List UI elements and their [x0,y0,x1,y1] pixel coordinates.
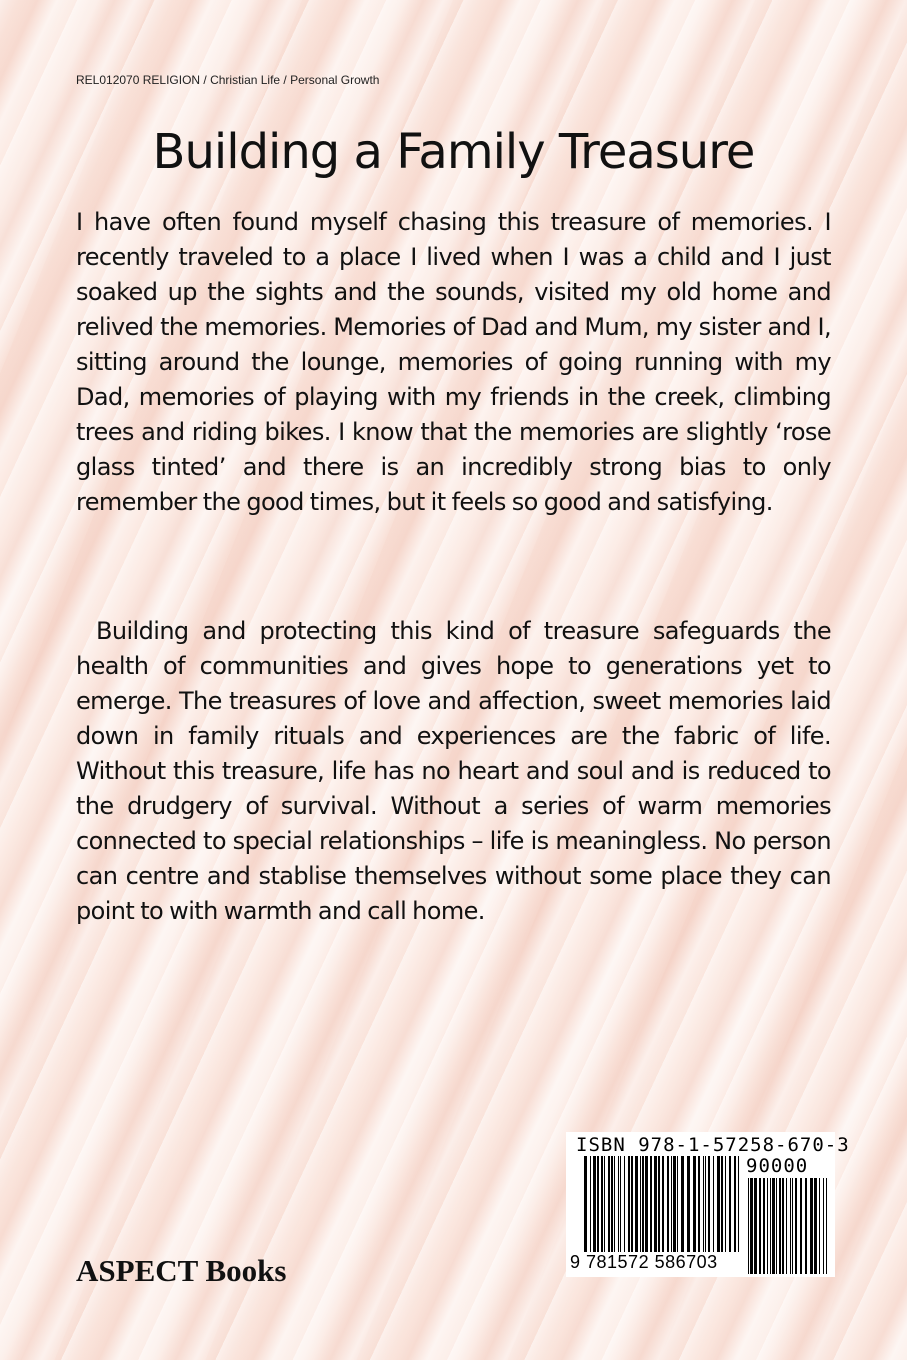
barcode-stripe [673,1156,676,1252]
barcode-stripe [810,1178,813,1274]
barcode-stripe [750,1178,753,1274]
isbn-label: ISBN 978-1-57258-670-3 [576,1134,850,1156]
barcode-stripe [608,1156,610,1252]
barcode-stripe [601,1156,603,1252]
barcode-stripe [819,1178,820,1274]
barcode-stripe [779,1178,781,1274]
barcode-bars [584,1156,740,1252]
barcode-stripe [786,1178,787,1274]
addon-barcode-bars [748,1178,828,1274]
barcode-stripe [642,1156,644,1252]
barcode-stripe [590,1156,591,1252]
publisher-logo: ASPECT Books [76,1253,287,1288]
barcode-stripe [790,1178,791,1274]
barcode-stripe [705,1156,706,1252]
barcode-stripe [640,1156,641,1252]
barcode-stripe [614,1156,615,1252]
barcode-stripe [662,1156,664,1252]
barcode-stripe [650,1156,652,1252]
barcode-stripe [681,1156,684,1252]
barcode-stripe [703,1156,704,1252]
barcode-stripe [805,1178,807,1274]
barcode-stripe [604,1156,605,1252]
barcode-stripe [763,1178,765,1274]
barcode-stripe [597,1156,599,1252]
barcode-stripe [620,1156,621,1252]
barcode-stripe [618,1156,619,1252]
barcode-stripe [677,1156,678,1252]
barcode-stripe [713,1156,714,1252]
barcode-stripe [698,1156,700,1252]
barcode-stripe [795,1178,797,1274]
barcode-stripe [767,1178,768,1274]
barcode-stripe [792,1178,793,1274]
barcode-stripe [658,1156,660,1252]
barcode-stripe [738,1156,739,1252]
barcode-stripe [611,1156,613,1252]
book-title: Building a Family Treasure [152,124,755,180]
barcode-stripe [671,1156,672,1252]
barcode-stripe [693,1156,696,1252]
barcode-stripe [654,1156,657,1252]
barcode-stripe [782,1178,784,1274]
category-label: REL012070 RELIGION / Christian Life / Personal Growth [76,73,380,87]
barcode-stripe [729,1156,731,1252]
price-code: 90000 [746,1155,809,1177]
barcode-stripe [717,1156,720,1252]
barcode-stripe [667,1156,669,1252]
barcode-stripe [754,1178,757,1274]
barcode-stripe [635,1156,638,1252]
barcode-stripe [584,1156,587,1252]
barcode-stripe [772,1178,775,1274]
barcode-stripe [631,1156,633,1252]
barcode-stripe [725,1156,726,1252]
barcode-stripe [734,1156,736,1252]
barcode-stripe [748,1178,749,1274]
barcode-stripe [800,1178,802,1274]
barcode-stripe [624,1156,625,1252]
barcode-digits: 9 781572 586703 [570,1252,718,1272]
blurb-paragraph-2: Building and protecting this kind of treasure safeguards the health of communities and gives hope to generations yet to emerge. The treasures of love and affection, sweet memories laid down in family rituals and experiences are the fabric of life. Without this treasure, life has no heart and soul and is reduced to the drudgery of survival. Without a series of warm memories connected to special relationships – life is meaningless. No person can centre and stablise themselves without some place they can point to with warmth and call home. [76,617,831,925]
barcode-stripe [776,1178,777,1274]
barcode-stripe [721,1156,723,1252]
barcode-stripe [759,1178,761,1274]
barcode-stripe [687,1156,690,1252]
barcode-stripe [708,1156,710,1252]
barcode-stripe [628,1156,630,1252]
barcode-stripe [770,1178,771,1274]
barcode-stripe [823,1178,824,1274]
barcode-stripe [814,1178,817,1274]
barcode-stripe [826,1178,827,1274]
barcode-stripe [645,1156,648,1252]
barcode-stripe [593,1156,596,1252]
blurb-paragraph-1: I have often found myself chasing this treasure of memories. I recently traveled to a place I lived when I was a child and I just soaked up the sights and the sounds, visited my old home and relived the memories. Memories of Dad and Mum, my sister and I, sitting around the lounge, memories of going running with my Dad, memories of playing with my friends in the creek, climbing trees and riding bikes. I know that the memories are slightly ‘rose glass tinted’ and there is an incredibly strong bias to only remember the good times, but it feels so good and satisfying. [76,208,831,516]
